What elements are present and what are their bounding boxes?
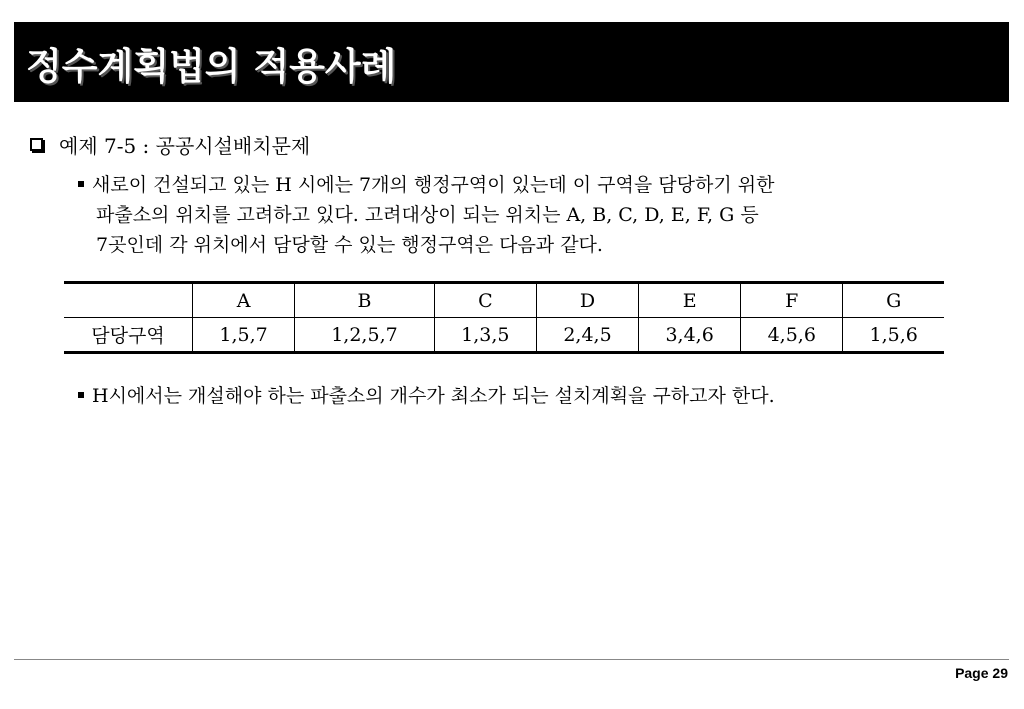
page-number: Page 29 xyxy=(955,665,1008,681)
table-cell: 1,5,6 xyxy=(843,318,944,353)
paragraph-line: 새로이 건설되고 있는 H 시에는 7개의 행정구역이 있는데 이 구역을 담당하기 위한 xyxy=(78,170,774,200)
table-header-cell: C xyxy=(434,283,536,318)
square-bullet-icon xyxy=(78,181,84,187)
table-header-cell: E xyxy=(639,283,741,318)
table-row xyxy=(64,318,944,353)
table-header-cell: G xyxy=(843,283,944,318)
title-bar xyxy=(14,22,1009,102)
table-cell: 3,4,6 xyxy=(639,318,741,353)
table-header-cell: D xyxy=(536,283,638,318)
table-header-cell: F xyxy=(741,283,843,318)
table-cell: 1,3,5 xyxy=(434,318,536,353)
table-cell: 2,4,5 xyxy=(536,318,638,353)
table-header-row xyxy=(64,283,944,318)
checkbox-bullet-icon xyxy=(30,138,43,151)
paragraph-line: H시에서는 개설해야 하는 파출소의 개수가 최소가 되는 설치계획을 구하고자 한다. xyxy=(78,381,775,411)
paragraph-line: 파출소의 위치를 고려하고 있다. 고려대상이 되는 위치는 A, B, C, D, E, F, G 등 xyxy=(96,204,759,226)
footer-divider xyxy=(14,659,1009,660)
table-header-cell: A xyxy=(193,283,295,318)
example-heading-text: 예제 7-5 : 공공시설배치문제 xyxy=(59,134,311,158)
slide-title: 정수계획법의 적용사례 xyxy=(26,45,397,88)
table-header-cell: B xyxy=(295,283,435,318)
square-bullet-icon xyxy=(78,392,84,398)
table-cell: 1,5,7 xyxy=(193,318,295,353)
table-cell: 1,2,5,7 xyxy=(295,318,435,353)
objective-text xyxy=(78,381,775,411)
table-row-label: 담당구역 xyxy=(64,318,193,353)
paragraph-line: 7곳인데 각 위치에서 담당할 수 있는 행정구역은 다음과 같다. xyxy=(96,234,603,256)
example-heading xyxy=(30,130,310,159)
table-cell: 4,5,6 xyxy=(741,318,843,353)
coverage-table xyxy=(64,281,944,354)
problem-description xyxy=(78,170,774,260)
table-header-cell xyxy=(64,283,193,318)
